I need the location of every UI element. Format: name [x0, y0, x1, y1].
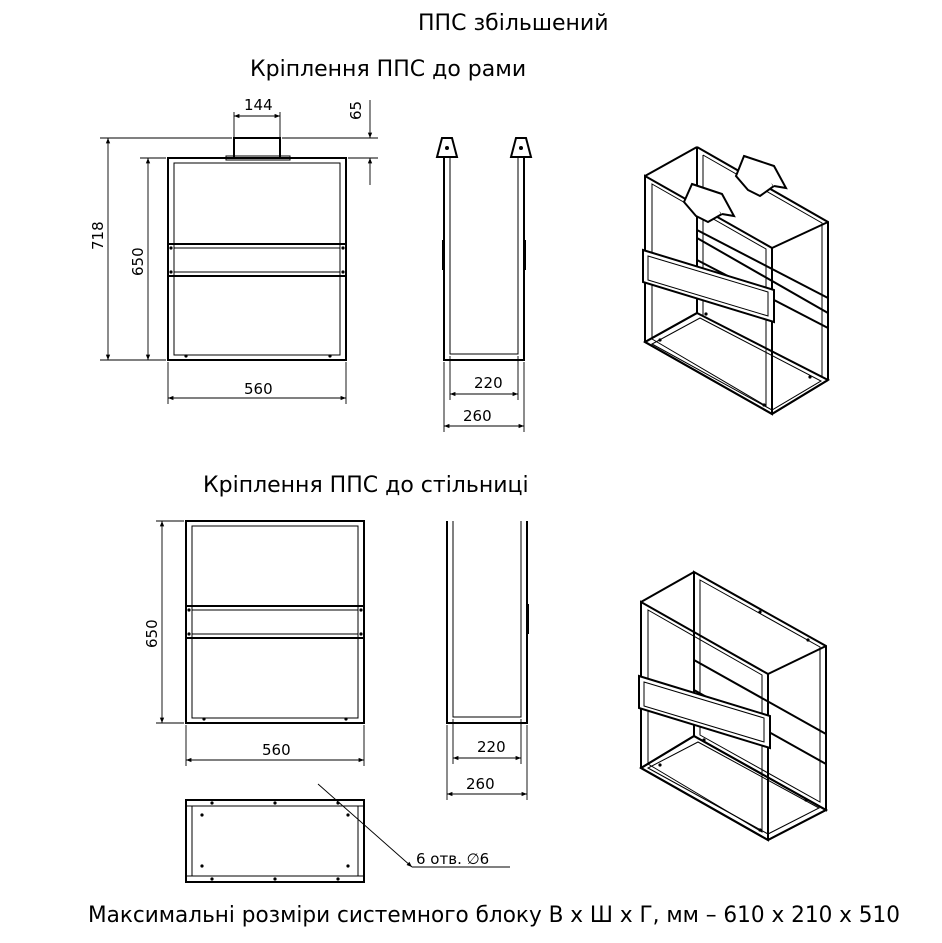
front-view-table-mount [186, 521, 364, 723]
dim-260-bottom: 260 [466, 775, 495, 793]
dims-side-bottom [447, 719, 527, 800]
front-view-frame-mount [168, 138, 346, 360]
section-title-frame: Кріплення ППС до рами [250, 57, 527, 82]
holes-leader [318, 784, 510, 868]
holes-note: 6 отв. ∅6 [416, 850, 490, 868]
side-view-table-mount [447, 521, 529, 723]
isometric-table-mount [639, 572, 826, 840]
dim-650-top: 650 [129, 247, 147, 276]
dim-144: 144 [244, 96, 273, 114]
dims-side-top [444, 356, 524, 432]
dim-718: 718 [89, 221, 107, 250]
dim-560-top: 560 [244, 380, 273, 398]
side-view-frame-mount [437, 138, 531, 360]
plan-view-table-mount [186, 800, 364, 882]
dim-220-bottom: 220 [477, 738, 506, 756]
section-title-table: Кріплення ППС до стільниці [203, 473, 529, 498]
dims-front-bottom [143, 521, 364, 766]
dim-65: 65 [347, 100, 365, 120]
main-title: ППС збільшений [418, 11, 609, 36]
dim-560-bottom: 560 [262, 741, 291, 759]
footnote: Максимальні розміри системного блоку В х Ш х Г, мм – 610 х 210 х 510 [88, 903, 900, 928]
dim-260-top: 260 [463, 407, 492, 425]
isometric-frame-mount [643, 147, 828, 414]
dim-650-bottom: 650 [143, 619, 161, 648]
dim-220-top: 220 [474, 374, 503, 392]
